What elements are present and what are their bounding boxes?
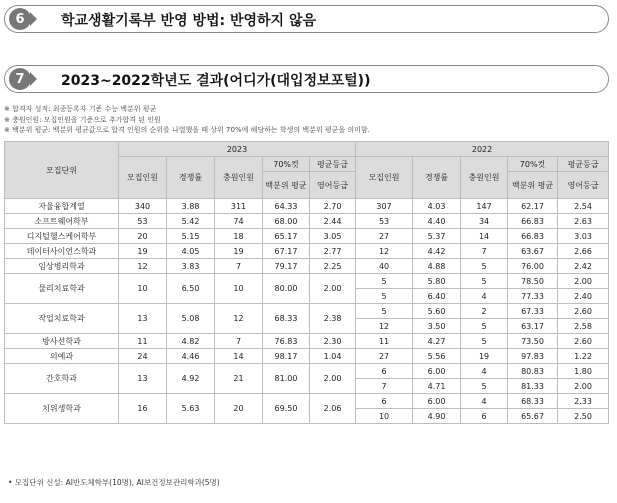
cell-2023: 68.00 xyxy=(263,214,310,229)
cell-2023: 6.50 xyxy=(167,274,215,304)
chevron-right-icon xyxy=(30,72,37,86)
cell-2022: 1.80 xyxy=(558,364,609,379)
unit-name-cell: 임상병리학과 xyxy=(5,259,119,274)
table-row xyxy=(5,214,609,229)
unit-name-cell: 간호학과 xyxy=(5,364,119,394)
col-cut-top-2022: 70%컷 xyxy=(508,157,558,172)
cell-2022: 14 xyxy=(461,229,508,244)
cell-2022: 3.50 xyxy=(413,319,461,334)
cell-2023: 18 xyxy=(215,229,263,244)
year-2023-header: 2023 xyxy=(119,142,356,157)
cell-2023: 4.92 xyxy=(167,364,215,394)
notes xyxy=(4,104,370,136)
cell-2022: 4.71 xyxy=(413,379,461,394)
col-competition-2023: 경쟁률 xyxy=(167,157,215,199)
col-filled-2023: 충원인원 xyxy=(215,157,263,199)
table-row xyxy=(5,364,609,379)
cell-2022: 2.33 xyxy=(558,394,609,409)
cell-2022: 53 xyxy=(356,214,413,229)
cell-2023: 2.25 xyxy=(310,259,356,274)
cell-2022: 2.54 xyxy=(558,199,609,214)
cell-2023: 13 xyxy=(119,304,167,334)
cell-2022: 73.50 xyxy=(508,334,558,349)
cell-2022: 12 xyxy=(356,319,413,334)
cell-2022: 2.42 xyxy=(558,259,609,274)
cell-2022: 68.33 xyxy=(508,394,558,409)
table-row xyxy=(5,274,609,289)
results-table xyxy=(4,141,609,424)
cell-2022: 62.17 xyxy=(508,199,558,214)
cell-2022: 27 xyxy=(356,349,413,364)
cell-2022: 307 xyxy=(356,199,413,214)
table-row xyxy=(5,199,609,214)
unit-name-cell: 자율융합계열 xyxy=(5,199,119,214)
table-row xyxy=(5,259,609,274)
cell-2023: 4.46 xyxy=(167,349,215,364)
unit-header: 모집단위 xyxy=(5,142,119,199)
cell-2023: 5.42 xyxy=(167,214,215,229)
note-line: ※ 합격자 성적: 최종등록자 기준 수능 백분위 평균 xyxy=(4,105,157,113)
cell-2022: 80.83 xyxy=(508,364,558,379)
section-7-number-badge: 7 xyxy=(9,68,31,90)
section-6-number-badge: 6 xyxy=(9,8,31,30)
cell-2023: 20 xyxy=(119,229,167,244)
cell-2022: 4.40 xyxy=(413,214,461,229)
cell-2022: 5 xyxy=(356,289,413,304)
cell-2023: 24 xyxy=(119,349,167,364)
cell-2023: 2.00 xyxy=(310,364,356,394)
unit-name-cell: 데이터사이언스학과 xyxy=(5,244,119,259)
cell-2023: 53 xyxy=(119,214,167,229)
cell-2023: 340 xyxy=(119,199,167,214)
cell-2022: 2.00 xyxy=(558,274,609,289)
cell-2022: 4 xyxy=(461,289,508,304)
cell-2022: 7 xyxy=(461,244,508,259)
section-6-banner xyxy=(4,5,609,33)
cell-2022: 5 xyxy=(461,319,508,334)
cell-2022: 2.60 xyxy=(558,304,609,319)
cell-2022: 76.00 xyxy=(508,259,558,274)
cell-2023: 65.17 xyxy=(263,229,310,244)
cell-2022: 3.03 xyxy=(558,229,609,244)
table-row xyxy=(5,334,609,349)
cell-2022: 5 xyxy=(356,274,413,289)
cell-2023: 69.50 xyxy=(263,394,310,424)
col-grade-top-2022: 평균등급 xyxy=(558,157,609,172)
cell-2022: 5 xyxy=(461,379,508,394)
cell-2023: 5.63 xyxy=(167,394,215,424)
cell-2023: 2.70 xyxy=(310,199,356,214)
col-competition-2022: 경쟁률 xyxy=(413,157,461,199)
cell-2023: 2.44 xyxy=(310,214,356,229)
cell-2023: 5.08 xyxy=(167,304,215,334)
cell-2023: 3.83 xyxy=(167,259,215,274)
col-cut-top-2023: 70%컷 xyxy=(263,157,310,172)
table-row xyxy=(5,304,609,319)
cell-2022: 63.17 xyxy=(508,319,558,334)
cell-2023: 68.33 xyxy=(263,304,310,334)
cell-2023: 4.82 xyxy=(167,334,215,349)
cell-2023: 4.05 xyxy=(167,244,215,259)
note-line: ※ 충원인원: 모집인원을 기준으로 추가합격 된 인원 xyxy=(4,115,161,124)
cell-2022: 6.00 xyxy=(413,364,461,379)
cell-2022: 12 xyxy=(356,244,413,259)
cell-2022: 2.66 xyxy=(558,244,609,259)
cell-2023: 67.17 xyxy=(263,244,310,259)
cell-2023: 64.33 xyxy=(263,199,310,214)
cell-2023: 14 xyxy=(215,349,263,364)
cell-2023: 3.05 xyxy=(310,229,356,244)
col-cut-bottom-2023: 백분위 평균 xyxy=(263,172,310,199)
col-grade-top-2023: 평균등급 xyxy=(310,157,356,172)
cell-2022: 27 xyxy=(356,229,413,244)
col-grade-bottom-2023: 영어등급 xyxy=(310,172,356,199)
cell-2023: 2.06 xyxy=(310,394,356,424)
cell-2022: 2.58 xyxy=(558,319,609,334)
section-7-title: 2023~2022학년도 결과(어디가(대입정보포털)) xyxy=(61,73,371,89)
cell-2022: 5 xyxy=(356,304,413,319)
cell-2022: 2.40 xyxy=(558,289,609,304)
cell-2022: 5 xyxy=(461,259,508,274)
cell-2022: 5.56 xyxy=(413,349,461,364)
cell-2022: 81.33 xyxy=(508,379,558,394)
cell-2023: 74 xyxy=(215,214,263,229)
cell-2023: 16 xyxy=(119,394,167,424)
cell-2023: 76.83 xyxy=(263,334,310,349)
cell-2022: 19 xyxy=(461,349,508,364)
cell-2023: 98.17 xyxy=(263,349,310,364)
cell-2023: 1.04 xyxy=(310,349,356,364)
cell-2022: 4.27 xyxy=(413,334,461,349)
cell-2023: 19 xyxy=(119,244,167,259)
cell-2022: 2 xyxy=(461,304,508,319)
cell-2022: 6.00 xyxy=(413,394,461,409)
cell-2022: 66.83 xyxy=(508,229,558,244)
cell-2023: 2.00 xyxy=(310,274,356,304)
year-2022-header: 2022 xyxy=(356,142,609,157)
cell-2022: 2.63 xyxy=(558,214,609,229)
cell-2023: 2.30 xyxy=(310,334,356,349)
footer-note: • 모집단위 신설: AI반도체학부(10명), AI보건정보관리학과(5명) xyxy=(8,478,220,487)
cell-2022: 4 xyxy=(461,394,508,409)
cell-2023: 19 xyxy=(215,244,263,259)
unit-name-cell: 방사선학과 xyxy=(5,334,119,349)
cell-2023: 80.00 xyxy=(263,274,310,304)
cell-2022: 4.88 xyxy=(413,259,461,274)
unit-name-cell: 의예과 xyxy=(5,349,119,364)
cell-2022: 6 xyxy=(356,394,413,409)
table-row xyxy=(5,244,609,259)
cell-2022: 6 xyxy=(461,409,508,424)
cell-2022: 40 xyxy=(356,259,413,274)
cell-2023: 21 xyxy=(215,364,263,394)
table-row xyxy=(5,229,609,244)
cell-2023: 79.17 xyxy=(263,259,310,274)
cell-2023: 81.00 xyxy=(263,364,310,394)
cell-2022: 2.50 xyxy=(558,409,609,424)
unit-name-cell: 치위생학과 xyxy=(5,394,119,424)
cell-2023: 13 xyxy=(119,364,167,394)
cell-2022: 5.60 xyxy=(413,304,461,319)
table-row xyxy=(5,349,609,364)
cell-2022: 97.83 xyxy=(508,349,558,364)
unit-name-cell: 소프트웨어학부 xyxy=(5,214,119,229)
cell-2022: 4.90 xyxy=(413,409,461,424)
cell-2023: 311 xyxy=(215,199,263,214)
cell-2022: 7 xyxy=(356,379,413,394)
cell-2022: 5 xyxy=(461,274,508,289)
cell-2022: 63.67 xyxy=(508,244,558,259)
cell-2022: 2.00 xyxy=(558,379,609,394)
unit-name-cell: 물리치료학과 xyxy=(5,274,119,304)
table-row xyxy=(5,394,609,409)
cell-2022: 4.42 xyxy=(413,244,461,259)
cell-2023: 10 xyxy=(119,274,167,304)
unit-name-cell: 디지털헬스케어학부 xyxy=(5,229,119,244)
cell-2023: 7 xyxy=(215,259,263,274)
cell-2023: 12 xyxy=(119,259,167,274)
cell-2022: 10 xyxy=(356,409,413,424)
cell-2022: 2.60 xyxy=(558,334,609,349)
section-7-banner xyxy=(4,65,609,93)
cell-2023: 2.77 xyxy=(310,244,356,259)
cell-2022: 4.03 xyxy=(413,199,461,214)
cell-2022: 6 xyxy=(356,364,413,379)
note-line: ※ 백분위 평균: 백분위 평균값으로 합격 인원의 순위를 나열했을 때 상위 70%에 해당하는 학생의 백분위 평균을 의미함. xyxy=(4,126,370,134)
cell-2022: 147 xyxy=(461,199,508,214)
col-cut-bottom-2022: 백분위 평균 xyxy=(508,172,558,199)
col-filled-2022: 충원인원 xyxy=(461,157,508,199)
cell-2022: 5 xyxy=(461,334,508,349)
cell-2022: 67.33 xyxy=(508,304,558,319)
cell-2022: 34 xyxy=(461,214,508,229)
col-recruit-2023: 모집인원 xyxy=(119,157,167,199)
cell-2022: 65.67 xyxy=(508,409,558,424)
cell-2022: 11 xyxy=(356,334,413,349)
cell-2023: 2.38 xyxy=(310,304,356,334)
cell-2022: 66.83 xyxy=(508,214,558,229)
cell-2023: 3.88 xyxy=(167,199,215,214)
col-grade-bottom-2022: 영어등급 xyxy=(558,172,609,199)
cell-2023: 10 xyxy=(215,274,263,304)
cell-2022: 5.37 xyxy=(413,229,461,244)
cell-2022: 5.80 xyxy=(413,274,461,289)
cell-2022: 77.33 xyxy=(508,289,558,304)
cell-2022: 4 xyxy=(461,364,508,379)
cell-2022: 6.40 xyxy=(413,289,461,304)
cell-2023: 12 xyxy=(215,304,263,334)
cell-2023: 7 xyxy=(215,334,263,349)
chevron-right-icon xyxy=(30,12,37,26)
col-recruit-2022: 모집인원 xyxy=(356,157,413,199)
cell-2023: 20 xyxy=(215,394,263,424)
cell-2023: 5.15 xyxy=(167,229,215,244)
cell-2022: 78.50 xyxy=(508,274,558,289)
cell-2023: 11 xyxy=(119,334,167,349)
section-6-title: 학교생활기록부 반영 방법: 반영하지 않음 xyxy=(61,13,317,29)
cell-2022: 1.22 xyxy=(558,349,609,364)
unit-name-cell: 작업치료학과 xyxy=(5,304,119,334)
